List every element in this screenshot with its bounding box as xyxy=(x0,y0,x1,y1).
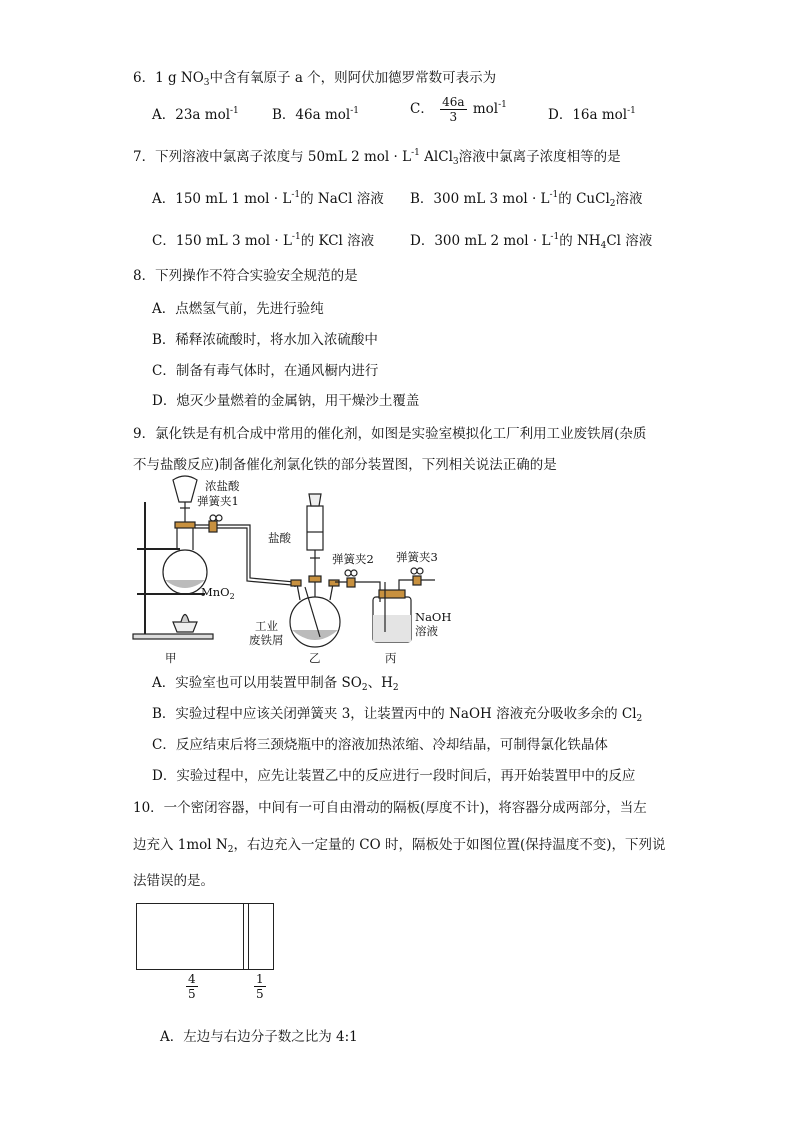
q6-stem: 6．1 g $NO_3$中含有氧原子 a 个，则阿伏加德罗常数可表示为 xyxy=(133,70,497,88)
label-clamp3: 弹簧夹3 xyxy=(396,550,438,564)
label-clamp2: 弹簧夹2 xyxy=(332,552,374,566)
q6-option-a: A．23a mol$^{-1}$ xyxy=(152,106,239,123)
apparatus-figure xyxy=(125,472,452,667)
q6-option-d: D．16a mol$^{-1}$ xyxy=(548,106,636,123)
q9-option-a: A．实验室也可以用装置甲制备 $SO_2$、$H_2$ xyxy=(152,675,399,693)
stand-base xyxy=(133,634,213,639)
label-scrap-2: 废铁屑 xyxy=(249,633,284,647)
q8-option-c: C．制备有毒气体时，在通风橱内进行 xyxy=(152,363,379,379)
q6-option-c-fraction: $\frac{46a}{3}$ xyxy=(442,95,465,124)
q9-stem-line2: 不与盐酸反应)制备催化剂氯化铁的部分装置图，下列相关说法正确的是 xyxy=(133,457,557,473)
funnel-hcl xyxy=(307,506,323,550)
label-scrap-1: 工业 xyxy=(255,619,278,633)
stopper-jia xyxy=(175,522,195,528)
q7-stem: 7．下列溶液中氯离子浓度与 50mL 2 mol · $L^{-1}$ AlCl$_3$溶液中氯离子浓度相等的是 xyxy=(133,148,621,167)
partition xyxy=(243,904,249,969)
q7-option-d: D．300 mL 2 mol · $L^{-1}$的 $NH_4Cl$ 溶液 xyxy=(410,232,653,251)
q7-option-b: B．300 mL 3 mol · $L^{-1}$的 CuCl$_2$溶液 xyxy=(410,190,643,209)
label-conc-hcl: 浓盐酸 xyxy=(205,479,240,493)
q8-option-d: D．熄灭少量燃着的金属钠，用干燥沙土覆盖 xyxy=(152,393,420,409)
container-box xyxy=(136,903,274,970)
q10-stem-line1: 10．一个密闭容器，中间有一可自由滑动的隔板(厚度不计)，将容器分成两部分，当左 xyxy=(133,800,647,816)
label-clamp1: 弹簧夹1 xyxy=(197,494,239,508)
q6-option-b: B．46a mol$^{-1}$ xyxy=(272,106,359,123)
label-naoh: NaOH xyxy=(415,610,452,624)
fraction-right: $\frac{1}{5}$ xyxy=(256,972,264,1001)
burner xyxy=(173,622,197,632)
q8-option-a: A．点燃氢气前，先进行验纯 xyxy=(152,301,324,317)
q10-option-a: A．左边与右边分子数之比为 4:1 xyxy=(160,1029,358,1045)
q7-option-a: A．150 mL 1 mol · $L^{-1}$的 NaCl 溶液 xyxy=(152,190,384,207)
q10-stem-line3: 法错误的是。 xyxy=(133,873,214,889)
q7-option-c: C．150 mL 3 mol · $L^{-1}$的 KCl 溶液 xyxy=(152,232,375,249)
label-solution: 溶液 xyxy=(415,624,438,638)
dropping-funnel xyxy=(173,476,197,502)
fraction-left: $\frac{4}{5}$ xyxy=(188,972,196,1001)
label-mno2: MnO$_2$ xyxy=(201,585,235,601)
q8-stem: 8．下列操作不符合实验安全规范的是 xyxy=(133,268,358,284)
q9-option-d: D．实验过程中，应先让装置乙中的反应进行一段时间后，再开始装置甲中的反应 xyxy=(152,768,636,784)
q10-stem-line2: 边充入 1mol $N_2$，右边充入一定量的 CO 时，隔板处于如图位置(保持温度不变)，下列说 xyxy=(133,837,666,855)
label-bing: 丙 xyxy=(385,651,397,665)
label-yi: 乙 xyxy=(309,651,321,665)
q9-stem-line1: 9．氯化铁是有机合成中常用的催化剂，如图是实验室模拟化工厂利用工业废铁屑(杂质 xyxy=(133,426,647,442)
q9-option-b: B．实验过程中应该关闭弹簧夹 3，让装置丙中的 NaOH 溶液充分吸收多余的 $Cl_2$ xyxy=(152,706,643,724)
q6-option-c: C． $\frac{46a}{3}$ mol$^{-1}$ xyxy=(410,95,507,124)
label-jia: 甲 xyxy=(165,651,177,665)
q8-option-b: B．稀释浓硫酸时，将水加入浓硫酸中 xyxy=(152,332,378,348)
label-hcl: 盐酸 xyxy=(268,531,291,545)
q9-option-c: C．反应结束后将三颈烧瓶中的溶液加热浓缩、冷却结晶，可制得氯化铁晶体 xyxy=(152,737,608,753)
